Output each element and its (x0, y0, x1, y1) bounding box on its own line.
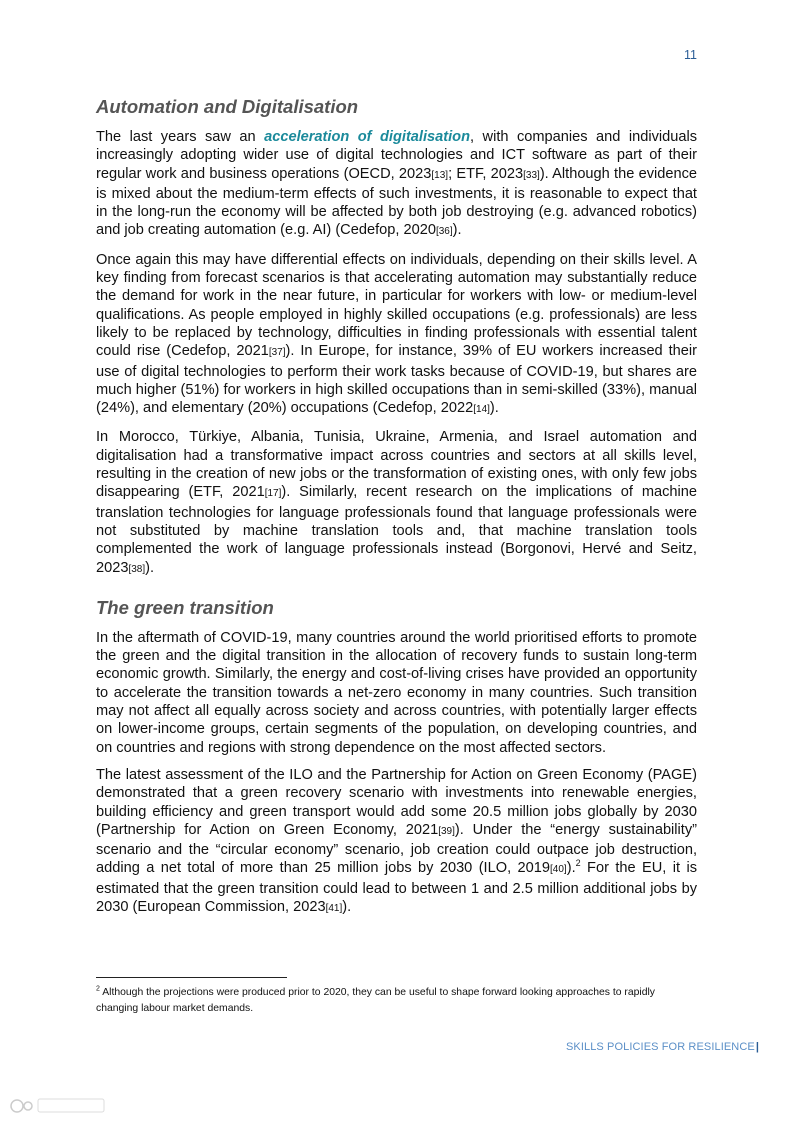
main-content (96, 96, 697, 927)
citation-marker: [17] (264, 488, 282, 500)
citation-marker: [33] (523, 169, 540, 181)
citation-marker: [14] (473, 404, 490, 416)
footnote-marker: 2 (96, 985, 100, 993)
footnote-divider (96, 977, 287, 978)
footnote (96, 985, 697, 1016)
section-heading-green-transition: The green transition (96, 596, 274, 618)
paragraph-country-examples: In Morocco, Türkiye, Albania, Tunisia, Ukraine, Armenia, and Israel automation and digitalisation had a transformative impact across countries and sectors at all skills level, resulting in the creation of new jobs or the transformation of existing ones, with only few jobs disappearing (ETF, 2021[17]). Similarly, recent research on the implications of machine translation technologies for language professionals found that language professionals were not substituted by machine translation tools and, that machine translation tools complemented the work of language professionals instead (Borgonovi, Hervé and Seitz, 2023[38]). (96, 429, 697, 576)
footnote-text: Although the projections were produced prior to 2020, they can be useful to shape forward looking approaches to rapidly changing labour market demands. (96, 987, 656, 1014)
footer-separator: | (755, 1041, 759, 1053)
paragraph-covid-recovery: In the aftermath of COVID-19, many countries around the world prioritised efforts to promote the green and the digital transition in the allocation of recovery funds to sustain long-term economic growth. Similarly, the energy and cost-of-living crises have provided an opportunity to accelerate the transition towards a net-zero economy in many countries. Such transition may not affect all equally across society and across countries, with potentially larger effects on lower-income groups, certain segments of the population, on developing countries, and on countries and regions with strong dependence on the most affected sectors. (96, 629, 697, 756)
citation-marker: [40] (550, 864, 567, 876)
page-number: 11 (684, 48, 697, 62)
running-title: SKILLS POLICIES FOR RESILIENCE (565, 1041, 755, 1053)
citation-marker: [13] (431, 169, 449, 181)
paragraph-ilo-assessment: The latest assessment of the ILO and the Partnership for Action on Green Economy (PAGE) demonstrated that a green recovery scenario with investments into renewable energies, building efficiency and green transport would add some 20.5 million jobs globally by 2030 (Partnership for Action on Green Economy, 2021[39]). Under the “energy sustainability” scenario and the “circular economy” scenario, job creation could outpace job destruction, adding a net total of more than 25 million jobs by 2030 (ILO, 2019[40]).$^2$ For the EU, it is estimated that the green transition could lead to between 1 and 2.5 million additional jobs by 2030 (European Commission, 2023[41]). (96, 766, 697, 915)
citation-marker: [38] (128, 563, 146, 575)
footnote-reference[interactable]: 2 (575, 858, 581, 869)
highlighted-term: acceleration of digitalisation (264, 129, 471, 145)
citation-marker: [36] (435, 226, 453, 238)
citation-marker: [37] (268, 347, 286, 359)
section-heading-automation: Automation and Digitalisation (96, 96, 359, 117)
paragraph-differential-effects: Once again this may have differential effects on individuals, depending on their skills level. A key finding from forecast scenarios is that accelerating automation may substantially reduce the demand for work in the near future, in particular for workers with low- or medium-level qualifications. As people employed in highly skilled occupations (e.g. professionals) are less likely to be replaced by technology, difficulties in finding professionals with essential talent could rise (Cedefop, 2021[37]). In Europe, for instance, 39% of EU workers increased their use of digital technologies to perform their work tasks because of COVID-19, but shares are much higher (51%) for workers in high skilled occupations than in semi-skilled (33%), manual (24%), and elementary (20%) occupations (Cedefop, 2022[14]). (96, 251, 698, 417)
running-footer (566, 1041, 759, 1053)
watermark-logo-icon (8, 1094, 108, 1116)
paragraph-digitalisation: The last years saw an acceleration of digitalisation, with companies and individuals increasingly adopting wider use of digital technologies and ICT software as part of their regular work and business operations (OECD, 2023[13]; ETF, 2023[33]). Although the evidence is mixed about the medium-term effects of such investments, it is reasonable to expect that in the long-run the economy will be affected by both job destroying (e.g. advanced robotics) and job creating automation (e.g. AI) (Cedefop, 2020[36]). (96, 129, 697, 239)
citation-marker: [39] (438, 825, 455, 837)
citation-marker: [41] (325, 902, 343, 914)
